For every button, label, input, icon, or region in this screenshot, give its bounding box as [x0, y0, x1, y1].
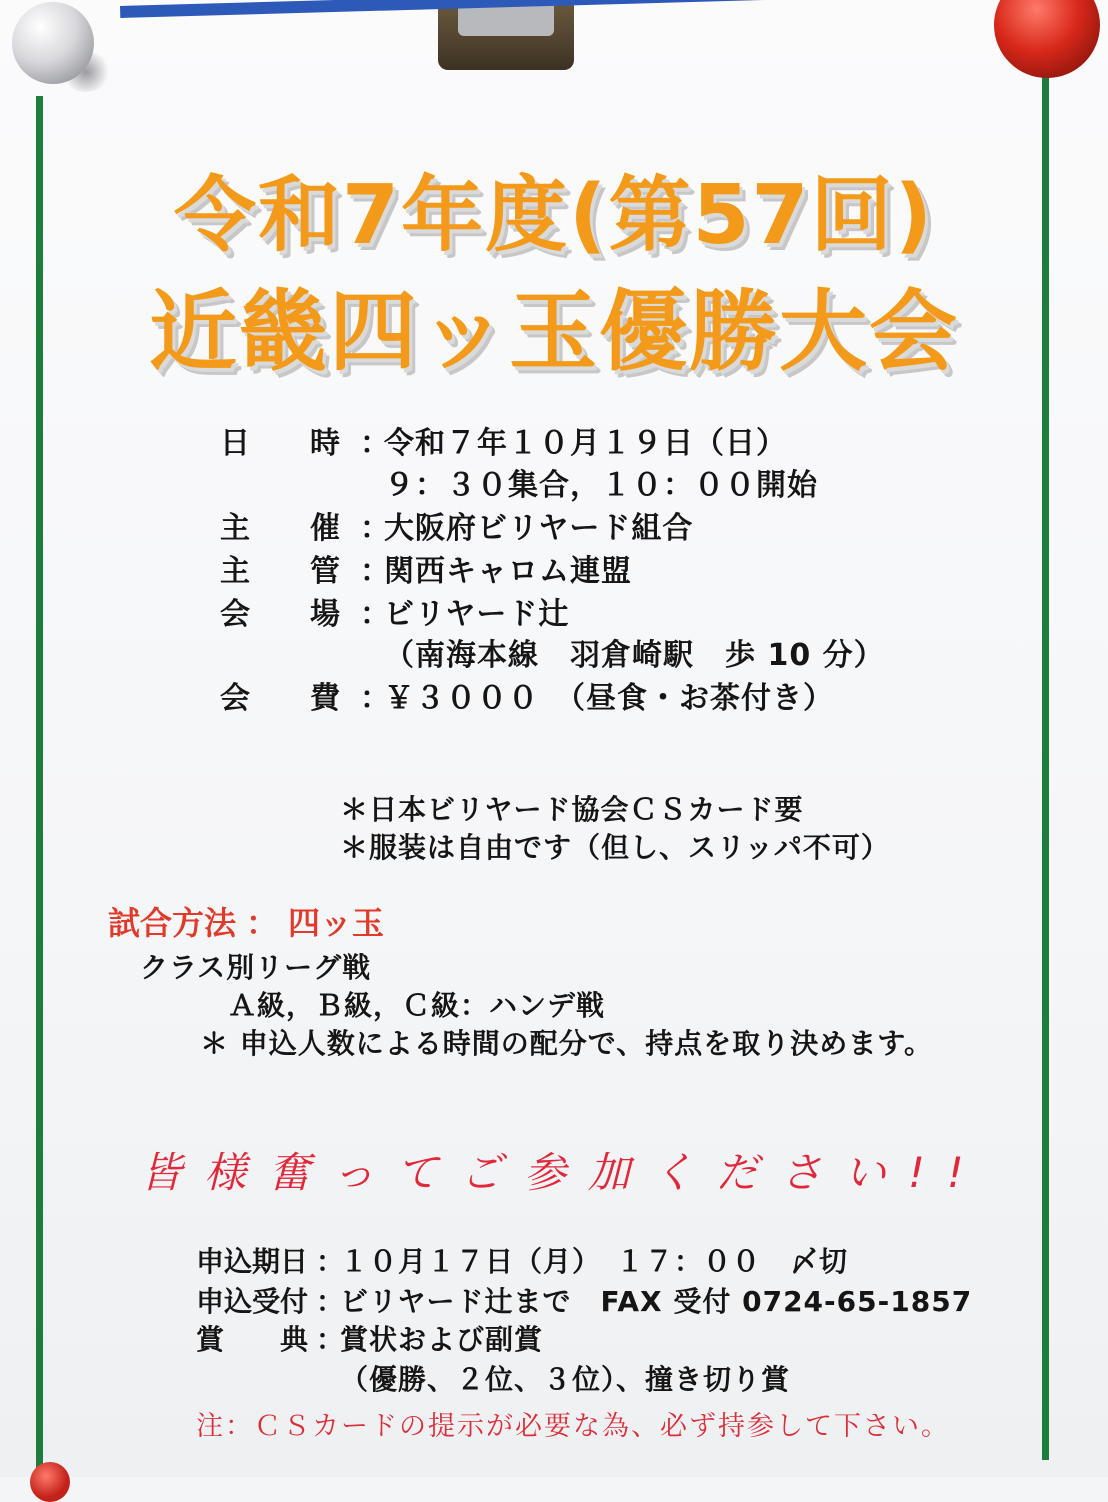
slogan: 皆様奮ってご参加ください!!: [140, 1148, 986, 1197]
red-ball-icon: [994, 0, 1100, 78]
detail-label-organizer: 主 管: [220, 554, 340, 589]
title-line-1: 令和7年度(第57回): [173, 168, 935, 263]
apply-label-reception: 申込受付: [196, 1285, 309, 1318]
footnote: 注：ＣＳカードの提示が必要な為、必ず持参して下さい。: [196, 1411, 950, 1442]
white-ball-icon: [12, 2, 94, 84]
red-ball-bottom-icon: [30, 1462, 70, 1502]
detail-value-date: 令和７年１０月１９日（日）: [384, 426, 787, 461]
apply-colon: ：: [316, 1285, 345, 1318]
apply-colon: ：: [316, 1323, 345, 1356]
apply-value-prizes: 賞状および副賞: [340, 1323, 544, 1356]
apply-value-reception: ビリヤード辻まで FAX 受付 0724-65-1857: [340, 1285, 973, 1318]
detail-colon: ：: [360, 681, 390, 716]
apply-value-deadline: １０月１７日（月） １７：００ 〆切: [340, 1245, 849, 1278]
detail-label-venue: 会 場: [220, 597, 340, 632]
detail-label-date: 日 時: [220, 426, 340, 461]
method-line-league: クラス別リーグ戦: [140, 951, 372, 984]
detail-colon: ：: [360, 426, 390, 461]
apply-label-deadline: 申込期日: [196, 1245, 309, 1278]
detail-value-organizer: 関西キャロム連盟: [384, 554, 632, 589]
detail-label-host: 主 催: [220, 511, 340, 546]
apply-label-prizes: 賞 典: [196, 1323, 309, 1356]
detail-colon: ：: [360, 597, 390, 632]
detail-value-time: ９：３０集合，１０：００開始: [384, 468, 818, 503]
title-line-2: 近畿四ッ玉優勝大会: [148, 280, 959, 383]
note-dress-code: ＊服装は自由です（但し、スリッパ不可）: [340, 831, 890, 864]
detail-colon: ：: [360, 511, 390, 546]
detail-colon: ：: [360, 554, 390, 589]
method-label: 試合方法: [108, 904, 237, 942]
method-colon: ：: [246, 904, 279, 942]
detail-value-access: （南海本線 羽倉崎駅 歩 10 分）: [384, 638, 885, 673]
method-line-classes: Ａ級，Ｂ級，Ｃ級：ハンデ戦: [228, 989, 606, 1022]
method-heading: [108, 898, 384, 944]
note-cs-card: ＊日本ビリヤード協会ＣＳカード要: [340, 793, 804, 826]
detail-value-venue: ビリヤード辻: [384, 597, 570, 632]
method-value: 四ッ玉: [288, 904, 385, 942]
apply-colon: ：: [316, 1245, 345, 1278]
detail-value-fee: ￥３０００ （昼食・お茶付き）: [384, 681, 834, 716]
method-line-points-note: ＊ 申込人数による時間の配分で、持点を取り決めます。: [200, 1027, 933, 1060]
detail-label-fee: 会 費: [220, 681, 340, 716]
apply-value-prize-details: （優勝、２位、３位）、撞き切り賞: [340, 1363, 791, 1396]
detail-value-host: 大阪府ビリヤード組合: [384, 511, 694, 546]
